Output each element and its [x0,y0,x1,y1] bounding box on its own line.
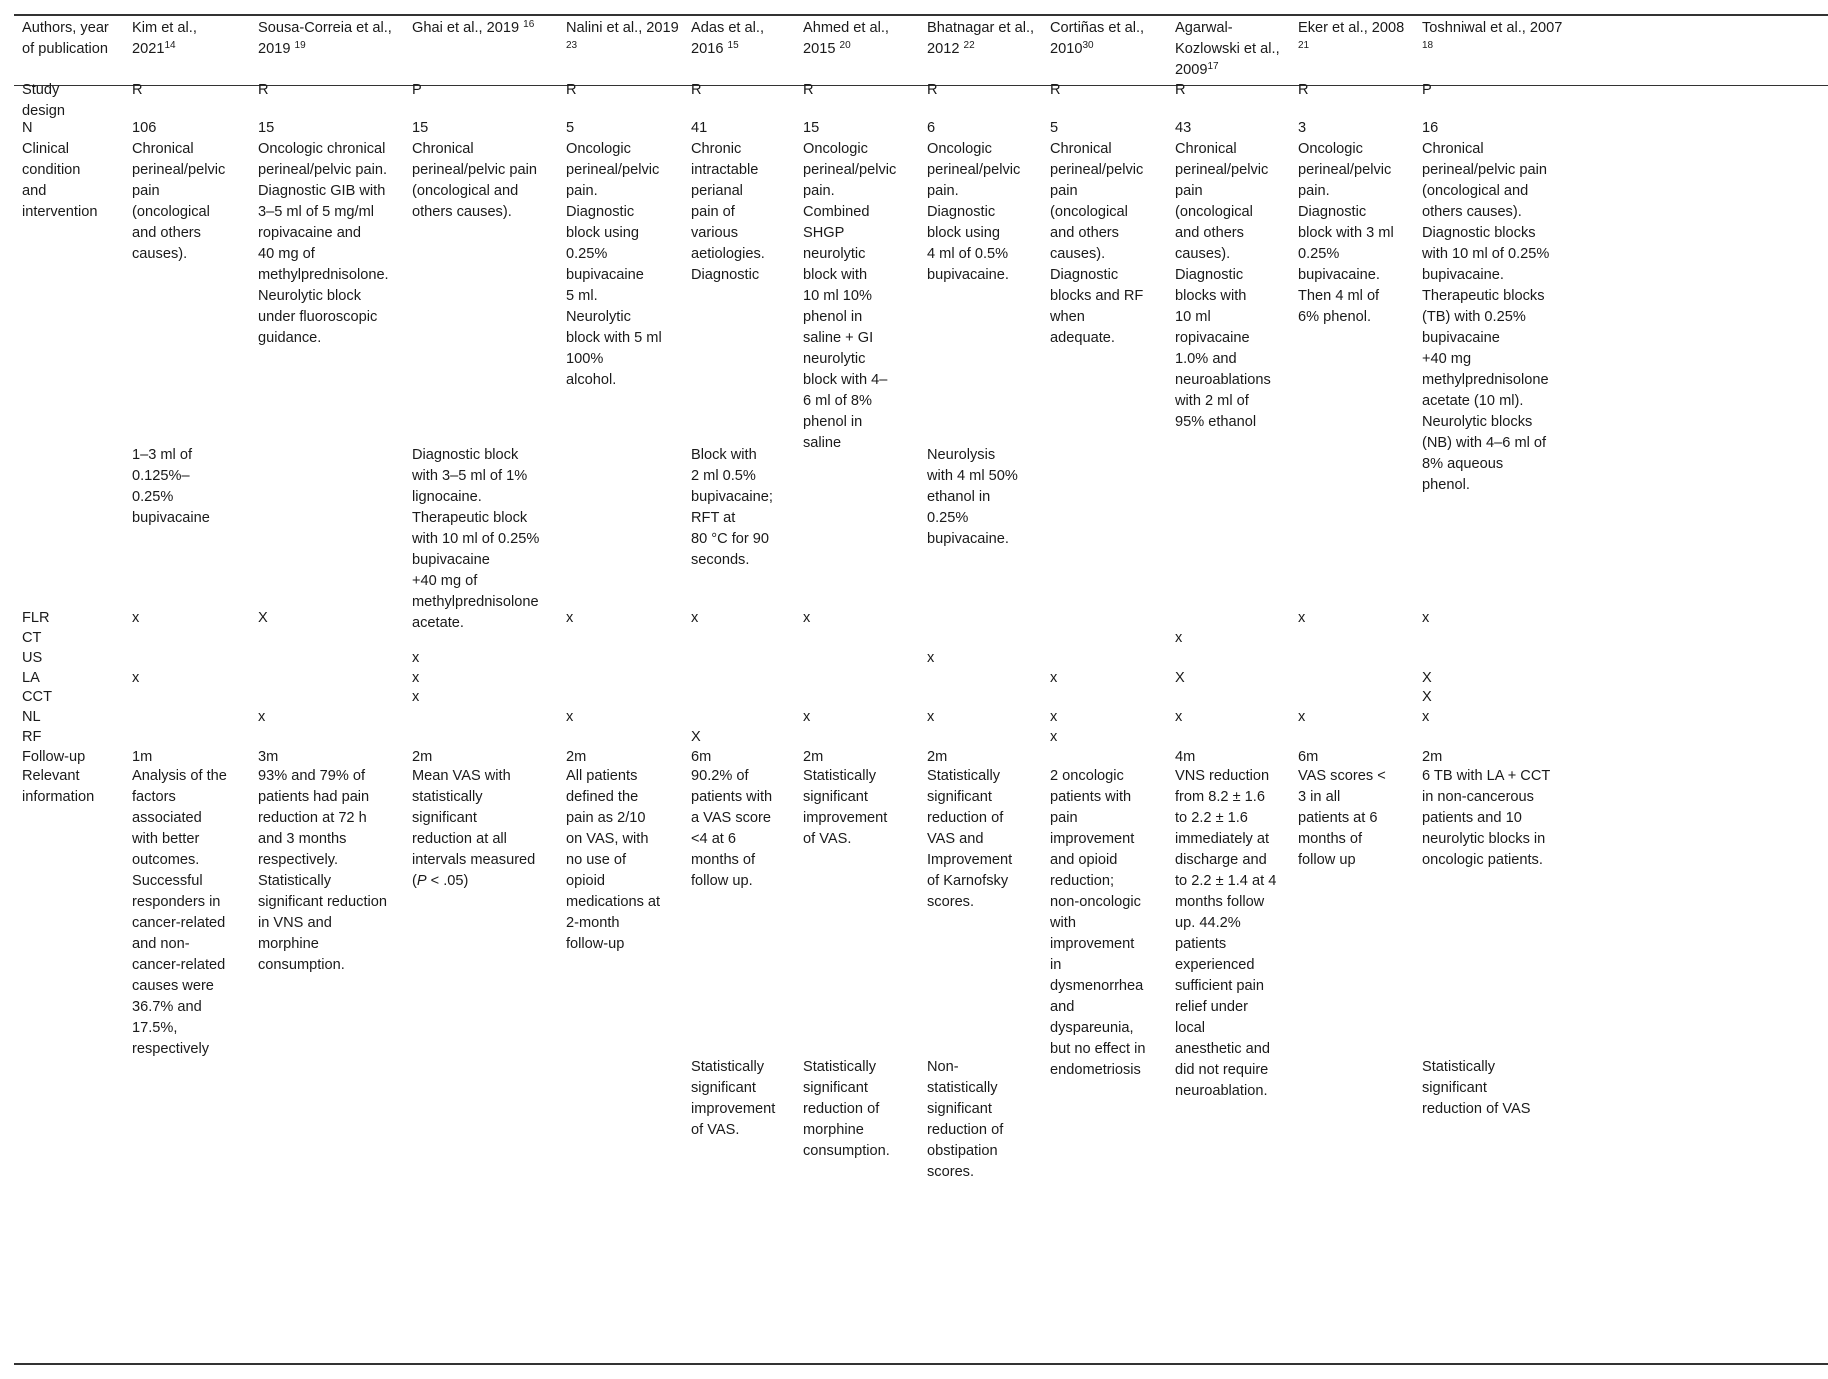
table-cell: 15 [803,120,820,136]
header-cell: Bhatnagar et al., 2012 $^{22}$ [927,20,1035,57]
table-cell: X [1422,689,1432,705]
header-cell: Cortiñas et al., 2010$^{30}$ [1050,20,1145,57]
table-cell: x [1422,610,1430,626]
table-cell: x [132,610,140,626]
table-cell: Oncologic perineal/pelvic pain. Diagnostic block using 0.25% bupivacaine 5 ml. Neurolytic block with 5 ml 100% alcohol. [566,141,662,388]
table-cell: Oncologic chronical perineal/pelvic pain. Diagnostic GIB with 3–5 ml of 5 mg/ml ropivacaine and 40 mg of methylprednisolone. Neurolytic block under fluoroscopic guidance. [258,141,389,346]
table-cell: 2m [803,749,824,765]
table-cell: R [1175,82,1186,98]
table-cell: R [1298,82,1309,98]
table-cell: Analysis of the factors associated with better outcomes. Successful responders in cancer-related and non- cancer-related causes were 36.7% and 17.5%, respectively [132,768,227,1057]
header-cell: Kim et al., 2021$^{14}$ [132,20,197,57]
table-cell: 1–3 ml of 0.125%– 0.25% bupivacaine [132,447,210,526]
row-label-rf: RF [22,729,42,745]
table-cell: Chronic intractable perianal pain of various aetiologies. Diagnostic [691,141,765,283]
table-cell: 16 [1422,120,1439,136]
row-label-us: US [22,650,43,666]
table-cell: Chronical perineal/pelvic pain (oncological and others causes). Diagnostic blocks and RF when adequate. [1050,141,1144,346]
table-cell: 2 oncologic patients with pain improvement and opioid reduction; non-oncologic with improvement in dysmenorrhea and dyspareunia, but no effect in endometriosis [1050,768,1146,1078]
table-cell: Statistically significant reduction of VAS and Improvement of Karnofsky scores. [927,768,1013,910]
table-cell: R [258,82,269,98]
header-cell: Agarwal- Kozlowski et al., 2009$^{17}$ [1175,20,1280,78]
table-cell: Chronical perineal/pelvic pain (oncological and others causes). Diagnostic blocks with 10 ml ropivacaine 1.0% and neuroablations with 2 ml of 95% ethanol [1175,141,1271,430]
table-cell: Diagnostic block with 3–5 ml of 1% lignocaine. Therapeutic block with 10 ml of 0.25% bupivacaine +40 mg of methylprednisolone acetate. [412,447,540,631]
row-label-n: N [22,120,33,136]
table-cell: 90.2% of patients with a VAS score <4 at 6 months of follow up. [691,768,773,889]
table-cell: 106 [132,120,157,136]
table-cell: x [1050,729,1058,745]
table-cell: 6 TB with LA + CCT in non-cancerous patients and 10 neurolytic blocks in oncologic patients. [1422,768,1551,868]
table-cell: Statistically significant improvement of VAS. [691,1059,776,1138]
table-cell: 4m [1175,749,1196,765]
table-cell: Mean VAS with statistically significant reduction at all intervals measured (P < .05) [412,768,536,889]
table-cell: x [132,670,140,686]
header-bottom-rule [14,85,1828,86]
table-cell: R [566,82,577,98]
table-cell: x [1175,709,1183,725]
table-cell: 2m [927,749,948,765]
table-cell: x [1050,709,1058,725]
table-cell: R [132,82,143,98]
table-cell: 3m [258,749,279,765]
table-cell: X [258,610,268,626]
table-cell: x [412,670,420,686]
table-cell: X [1175,670,1185,686]
table-cell: x [803,610,811,626]
table-cell: x [803,709,811,725]
table-cell: VNS reduction from 8.2 ± 1.6 to 2.2 ± 1.6 immediately at discharge and to 2.2 ± 1.4 at 4 months follow up. 44.2% patients experienced sufficient pain relief under local anesthetic and did not require neuroablation. [1175,768,1277,1099]
table-cell: 6m [1298,749,1319,765]
table-cell: Oncologic perineal/pelvic pain. Diagnostic block using 4 ml of 0.5% bupivacaine. [927,141,1021,283]
table-cell: Chronical perineal/pelvic pain (oncological and others causes). [132,141,226,262]
row-label-study-design: Study design [22,82,66,119]
row-label-ct: CT [22,630,42,646]
header-cell: Ahmed et al., 2015 $^{20}$ [803,20,889,57]
table-cell: x [691,610,699,626]
row-label-clinical-condition: Clinical condition and intervention [22,141,98,220]
table-cell: x [1050,670,1058,686]
table-cell: x [1175,630,1183,646]
table-cell: 5 [1050,120,1059,136]
table-cell: Chronical perineal/pelvic pain (oncological and others causes). [412,141,537,220]
header-cell: Eker et al., 2008 $^{21}$ [1298,20,1405,51]
table-cell: x [1422,709,1430,725]
table-cell: x [412,689,420,705]
table-cell: All patients defined the pain as 2/10 on VAS, with no use of opioid medications at 2-month follow-up [566,768,661,952]
table-cell: 43 [1175,120,1192,136]
table-cell: VAS scores < 3 in all patients at 6 months of follow up [1298,768,1386,868]
table-cell: Oncologic perineal/pelvic pain. Diagnostic block with 3 ml 0.25% bupivacaine. Then 4 ml of 6% phenol. [1298,141,1394,325]
table-cell: x [566,610,574,626]
table-cell: X [1422,670,1432,686]
table-cell: 5 [566,120,575,136]
header-cell: Toshniwal et al., 2007 $^{18}$ [1422,20,1563,51]
table-cell: P [1422,82,1432,98]
table-cell: X [691,729,701,745]
table-cell: x [412,650,420,666]
table-cell: R [927,82,938,98]
row-label-nl: NL [22,709,41,725]
row-label-relevant-information: Relevant information [22,768,95,805]
table-cell: 2m [1422,749,1443,765]
table-cell: 93% and 79% of patients had pain reduction at 72 h and 3 months respectively. Statistically significant reduction in VNS and morphine consumption. [258,768,387,973]
table-cell: 41 [691,120,708,136]
table-cell: 15 [258,120,275,136]
table-cell: Block with 2 ml 0.5% bupivacaine; RFT at 80 °C for 90 seconds. [691,447,773,568]
table-cell: 1m [132,749,153,765]
table-cell: x [927,650,935,666]
table-cell: 2m [412,749,433,765]
header-cell: Adas et al., 2016 $^{15}$ [691,20,765,57]
table-cell: Chronical perineal/pelvic pain (oncological and others causes). Diagnostic blocks with 10 ml of 0.25% bupivacaine. Therapeutic blocks (TB) with 0.25% bupivacaine +40 mg methylprednisolone acetate (10 ml). Neurolytic blocks (NB) with 4–6 ml of 8% aqueous phenol. [1422,141,1550,493]
table-cell: Statistically significant reduction of VAS [1422,1059,1531,1117]
row-label-flr: FLR [22,610,50,626]
table-cell: 2m [566,749,587,765]
table-cell: Statistically significant reduction of morphine consumption. [803,1059,890,1159]
table-cell: x [1298,709,1306,725]
table-cell: R [1050,82,1061,98]
row-label-cct: CCT [22,689,52,705]
table-cell: P [412,82,422,98]
table-cell: 15 [412,120,429,136]
row-label-follow-up: Follow-up [22,749,86,765]
table-cell: x [1298,610,1306,626]
table-cell: x [566,709,574,725]
table-cell: x [927,709,935,725]
header-cell: Nalini et al., 2019 $^{23}$ [566,20,679,51]
row-label-la: LA [22,670,40,686]
table-cell: Oncologic perineal/pelvic pain. Combined SHGP neurolytic block with 10 ml 10% phenol in saline + GI neurolytic block with 4– 6 ml of 8% phenol in saline [803,141,897,451]
header-row-label: Authors, year of publication [22,20,109,57]
table-cell: 6m [691,749,712,765]
table-cell: R [691,82,702,98]
table-cell: Non- statistically significant reduction of obstipation scores. [927,1059,1004,1180]
table-cell: Neurolysis with 4 ml 50% ethanol in 0.25% bupivacaine. [927,447,1018,547]
table-bottom-rule [14,1363,1828,1365]
header-cell: Sousa-Correia et al., 2019 $^{19}$ [258,20,392,57]
table-cell: x [258,709,266,725]
table-cell: 3 [1298,120,1307,136]
table-cell: 6 [927,120,936,136]
table-top-rule [14,14,1828,16]
table-cell: Statistically significant improvement of VAS. [803,768,888,847]
header-cell: Ghai et al., 2019 $^{16}$ [412,19,535,36]
table-cell: R [803,82,814,98]
